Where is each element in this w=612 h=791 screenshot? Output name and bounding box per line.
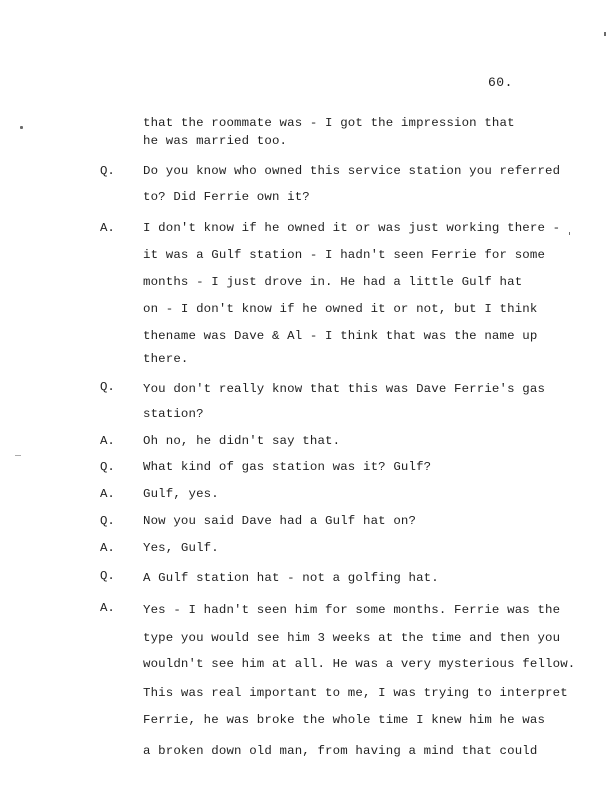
transcript-line: A Gulf station hat - not a golfing hat. (143, 571, 439, 585)
scan-mark (569, 232, 570, 235)
speaker-label: Q. (100, 514, 115, 528)
transcript-line: Gulf, yes. (143, 487, 219, 501)
page-number: 60. (488, 75, 513, 90)
speaker-label: Q. (100, 380, 115, 394)
transcript-line: Yes - I hadn't seen him for some months. Ferrie was the (143, 603, 561, 617)
scan-mark (604, 32, 606, 36)
transcript-line: Oh no, he didn't say that. (143, 434, 341, 448)
transcript-line: to? Did Ferrie own it? (143, 190, 310, 204)
speaker-label: A. (100, 221, 115, 235)
speaker-label: Q. (100, 164, 115, 178)
scan-mark (15, 455, 21, 456)
speaker-label: Q. (100, 569, 115, 583)
transcript-line: Ferrie, he was broke the whole time I knew him he was (143, 713, 546, 727)
transcript-line: wouldn't see him at all. He was a very mysterious fellow. (143, 657, 576, 671)
transcript-line: there. (143, 352, 189, 366)
transcript-line: Yes, Gulf. (143, 541, 219, 555)
transcript-line: a broken down old man, from having a mind that could (143, 744, 538, 758)
transcript-line: it was a Gulf station - I hadn't seen Ferrie for some (143, 248, 546, 262)
transcript-line: What kind of gas station was it? Gulf? (143, 460, 432, 474)
transcript-line: You don't really know that this was Dave Ferrie's gas (143, 382, 546, 396)
speaker-label: A. (100, 601, 115, 615)
transcript-line: he was married too. (143, 134, 288, 148)
transcript-line: Now you said Dave had a Gulf hat on? (143, 514, 417, 528)
speaker-label: A. (100, 434, 115, 448)
transcript-line: station? (143, 407, 204, 421)
transcript-line: months - I just drove in. He had a little Gulf hat (143, 275, 523, 289)
speaker-label: A. (100, 487, 115, 501)
transcript-line: that the roommate was - I got the impression that (143, 116, 515, 130)
transcript-line: This was real important to me, I was trying to interpret (143, 686, 568, 700)
transcript-line: on - I don't know if he owned it or not, but I think (143, 302, 538, 316)
transcript-line: type you would see him 3 weeks at the time and then you (143, 631, 561, 645)
speaker-label: A. (100, 541, 115, 555)
scan-mark (20, 126, 23, 129)
transcript-line: I don't know if he owned it or was just working there - (143, 221, 561, 235)
speaker-label: Q. (100, 460, 115, 474)
transcript-line: Do you know who owned this service station you referred (143, 164, 561, 178)
transcript-line: thename was Dave & Al - I think that was the name up (143, 329, 538, 343)
